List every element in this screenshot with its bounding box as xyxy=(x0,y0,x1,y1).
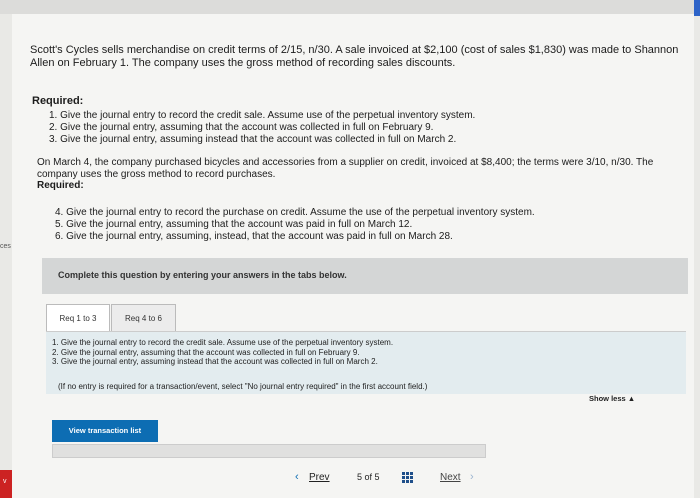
list-item: 2. Give the journal entry, assuming that the account was collected in full on February 9. xyxy=(49,122,434,133)
grid-icon[interactable] xyxy=(402,472,413,483)
tab-req-4-to-6[interactable] xyxy=(111,304,176,332)
tab-label: Req 1 to 3 xyxy=(59,314,97,323)
list-item: 5. Give the journal entry, assuming that the account was paid in full on March 12. xyxy=(55,219,413,230)
list-item: 2. Give the journal entry, assuming that the account was collected in full on February 9. xyxy=(52,347,360,357)
sidebar-red-tab[interactable] xyxy=(0,470,12,498)
problem-paragraph-2 xyxy=(37,157,682,192)
chevron-left-icon[interactable]: ‹ xyxy=(295,471,299,483)
required-heading-2: Required: xyxy=(37,180,84,191)
panel-list xyxy=(52,338,393,367)
list-item: 4. Give the journal entry to record the purchase on credit. Assume the use of the perpetual inventory system. xyxy=(55,207,535,218)
question-page xyxy=(12,14,694,498)
page-count: 5 of 5 xyxy=(357,472,380,482)
list-item: 1. Give the journal entry to record the credit sale. Assume use of the perpetual inventory system. xyxy=(49,110,476,121)
next-link[interactable]: Next xyxy=(440,472,461,483)
instruction-box xyxy=(42,258,688,294)
list-item: 6. Give the journal entry, assuming, instead, that the account was paid in full on March 28. xyxy=(55,231,453,242)
view-transaction-list-button[interactable]: View transaction list xyxy=(52,420,158,442)
problem-intro: Scott's Cycles sells merchandise on credit terms of 2/15, n/30. A sale invoiced at $2,100 (cost of sales $1,830) was made to Shannon Allen on February 1. The company uses the gross method of recording sales discounts. xyxy=(30,44,679,69)
tab-panel xyxy=(46,331,686,394)
required-heading: Required: xyxy=(32,95,84,107)
prev-link[interactable]: Prev xyxy=(309,472,330,483)
instruction-text: Complete this question by entering your answers in the tabs below. xyxy=(58,270,347,280)
chevron-down-icon: v xyxy=(3,478,7,485)
answer-area-strip xyxy=(52,444,486,458)
required-list-1 xyxy=(49,110,475,146)
top-accent-bar xyxy=(694,0,700,16)
tab-label: Req 4 to 6 xyxy=(125,314,162,323)
sidebar-text: ces xyxy=(0,243,11,250)
show-less-link[interactable]: Show less ▲ xyxy=(589,394,636,403)
panel-note: (If no entry is required for a transaction/event, select "No journal entry required" in the first account field.) xyxy=(58,382,428,391)
list-item: 3. Give the journal entry, assuming instead that the account was collected in full on March 2. xyxy=(52,357,378,366)
top-bar xyxy=(0,0,700,14)
purchase-text: On March 4, the company purchased bicycles and accessories from a supplier on credit, invoiced at $8,400; the terms were 3/10, n/30. The company uses the gross method to record purchases. xyxy=(37,157,654,180)
tab-req-1-to-3[interactable] xyxy=(46,304,110,332)
list-item: 1. Give the journal entry to record the credit sale. Assume use of the perpetual inventory system. xyxy=(52,338,394,347)
list-item: 3. Give the journal entry, assuming instead that the account was collected in full on March 2. xyxy=(49,134,457,145)
chevron-right-icon[interactable]: › xyxy=(470,471,474,483)
required-list-2 xyxy=(55,207,535,243)
